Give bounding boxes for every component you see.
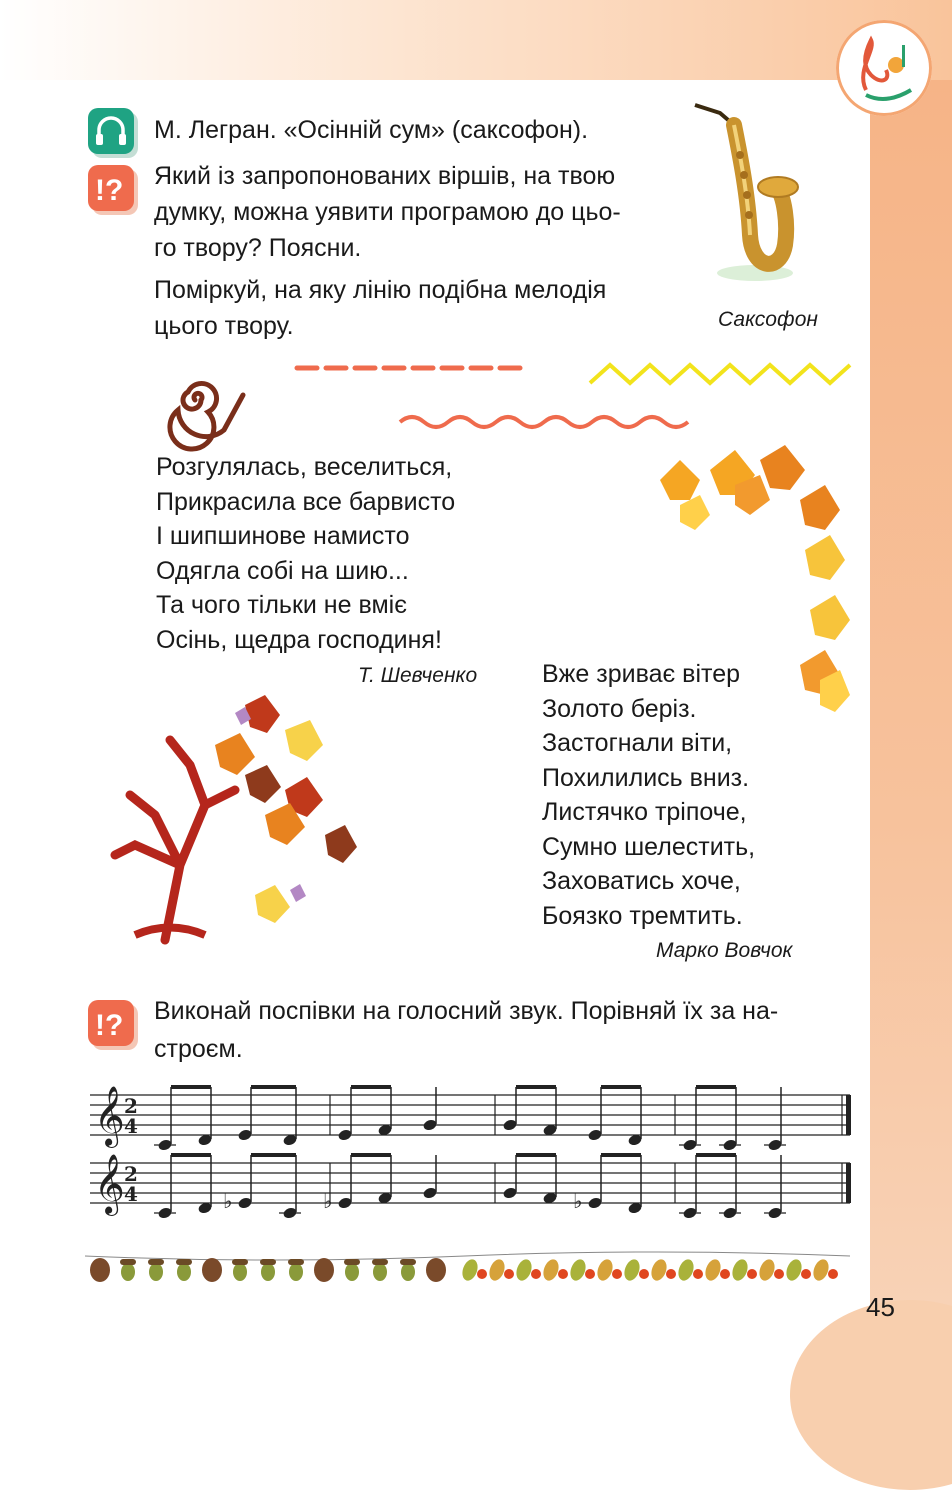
headphones-icon [88, 108, 134, 154]
rosehip-icon [801, 1269, 811, 1279]
treble-clef-icon: 𝄞 [94, 1086, 125, 1146]
pinecone-icon [90, 1258, 110, 1282]
acorn-icon [401, 1263, 415, 1281]
leaf-icon [541, 1257, 562, 1282]
acorn-cap [148, 1259, 164, 1265]
saxophone-image [690, 95, 800, 295]
poem-line: Золото беріз. [542, 694, 697, 723]
flat-sign: ♭ [323, 1189, 333, 1213]
acorn-icon [121, 1263, 135, 1281]
acorn-icon [289, 1263, 303, 1281]
autumn-leaves-corner-image [640, 440, 860, 720]
time-signature-bottom: 4 [124, 1114, 138, 1138]
acorn-cap [372, 1259, 388, 1265]
rosehip-icon [747, 1269, 757, 1279]
time-signature-top: 2 [124, 1162, 138, 1186]
svg-text:!?: !? [95, 1009, 124, 1042]
acorn-cap [288, 1259, 304, 1265]
acorn-icon [149, 1263, 163, 1281]
pinecone-icon [314, 1258, 334, 1282]
music-logo-icon [836, 20, 932, 116]
right-band [870, 80, 952, 1310]
poem-line: Прикрасила все барвисто [156, 487, 456, 516]
leaf-icon [568, 1257, 589, 1282]
zigzag-line [588, 355, 853, 395]
acorn-icon [261, 1263, 275, 1281]
poem-line: Заховатись хоче, [542, 867, 741, 895]
task2-line1: Який із запропонованих віршів, на твою [154, 162, 616, 190]
rosehip-icon [639, 1269, 649, 1279]
treble-clef-icon: 𝄞 [94, 1154, 125, 1214]
page-corner [790, 1300, 952, 1490]
autumn-garland-image [85, 1250, 855, 1290]
rosehip-icon [828, 1269, 838, 1279]
spiral-line [155, 365, 255, 445]
rosehip-icon [612, 1269, 622, 1279]
final-bar-line [846, 1163, 851, 1203]
task2-line4: Поміркуй, на яку лінію подібна мелодія [154, 276, 607, 304]
acorn-cap [120, 1259, 136, 1265]
rosehip-icon [720, 1269, 730, 1279]
rosehip-icon [504, 1269, 514, 1279]
rosehip-icon [477, 1269, 487, 1279]
page-number: 45 [866, 1292, 895, 1322]
poem1-author: Т. Шевченко [358, 664, 478, 687]
time-signature-bottom: 4 [124, 1182, 138, 1206]
leaf-icon [676, 1257, 697, 1282]
leaf-icon [595, 1257, 616, 1282]
acorn-cap [344, 1259, 360, 1265]
rosehip-icon [531, 1269, 541, 1279]
task2-line2: думку, можна уявити програмою до цьо- [154, 198, 621, 226]
poem-line: Вже зриває вітер [542, 660, 740, 688]
poem-line: І шипшинове намисто [156, 522, 410, 550]
leaf-icon [649, 1257, 670, 1282]
autumn-tree-image [95, 695, 365, 955]
dashed-line [295, 360, 525, 380]
leaf-icon [487, 1257, 508, 1282]
question-exclaim-icon [88, 1000, 134, 1046]
acorn-icon [373, 1263, 387, 1281]
task3-line2: строєм. [154, 1035, 243, 1063]
svg-text:!?: !? [95, 174, 124, 207]
leaf-icon [784, 1257, 805, 1282]
leaf-icon [460, 1257, 481, 1282]
leaf-icon [811, 1257, 832, 1282]
rosehip-icon [666, 1269, 676, 1279]
poem-line: Осінь, щедра господиня! [156, 625, 442, 654]
garland-string [85, 1252, 850, 1260]
rosehip-icon [774, 1269, 784, 1279]
poem-line: Застогнали віти, [542, 729, 733, 757]
task1-text: М. Легран. «Осінній сум» (саксофон). [154, 116, 589, 144]
acorn-icon [233, 1263, 247, 1281]
poem-line: Похилились вниз. [542, 763, 750, 792]
rosehip-icon [585, 1269, 595, 1279]
leaf-icon [703, 1257, 724, 1282]
flat-sign: ♭ [223, 1189, 233, 1213]
rosehip-icon [693, 1269, 703, 1279]
pinecone-icon [202, 1258, 222, 1282]
flat-sign: ♭ [573, 1189, 583, 1213]
poem-line: Боязко тремтить. [542, 901, 743, 930]
wavy-line [398, 410, 693, 440]
leaf-icon [757, 1257, 778, 1282]
acorn-cap [400, 1259, 416, 1265]
acorn-icon [177, 1263, 191, 1281]
acorn-cap [232, 1259, 248, 1265]
pinecone-icon [426, 1258, 446, 1282]
saxophone-caption: Саксофон [718, 308, 818, 331]
task2-line3: го твору? Поясни. [154, 234, 362, 262]
poem-line: Розгулялась, веселиться, [156, 453, 453, 481]
rosehip-icon [558, 1269, 568, 1279]
question-exclaim-icon [88, 165, 134, 211]
poem-line: Одягла собі на шию... [156, 556, 409, 585]
task3-line1: Виконай поспівки на голосний звук. Порівняй їх за на- [154, 997, 779, 1025]
poem2-author: Марко Вовчок [656, 939, 793, 962]
poem-line: Та чого тільки не вміє [156, 591, 407, 619]
poem-line: Листячко тріпоче, [542, 798, 747, 826]
leaf-icon [514, 1257, 535, 1282]
top-band [0, 0, 952, 80]
time-signature-top: 2 [124, 1094, 138, 1118]
music-staves [90, 1085, 860, 1235]
leaf-icon [622, 1257, 643, 1282]
acorn-cap [176, 1259, 192, 1265]
poem-line: Сумно шелестить, [542, 832, 756, 861]
acorn-icon [345, 1263, 359, 1281]
task2-line5: цього твору. [154, 312, 294, 340]
acorn-cap [260, 1259, 276, 1265]
leaf-icon [730, 1257, 751, 1282]
final-bar-line [846, 1095, 851, 1135]
